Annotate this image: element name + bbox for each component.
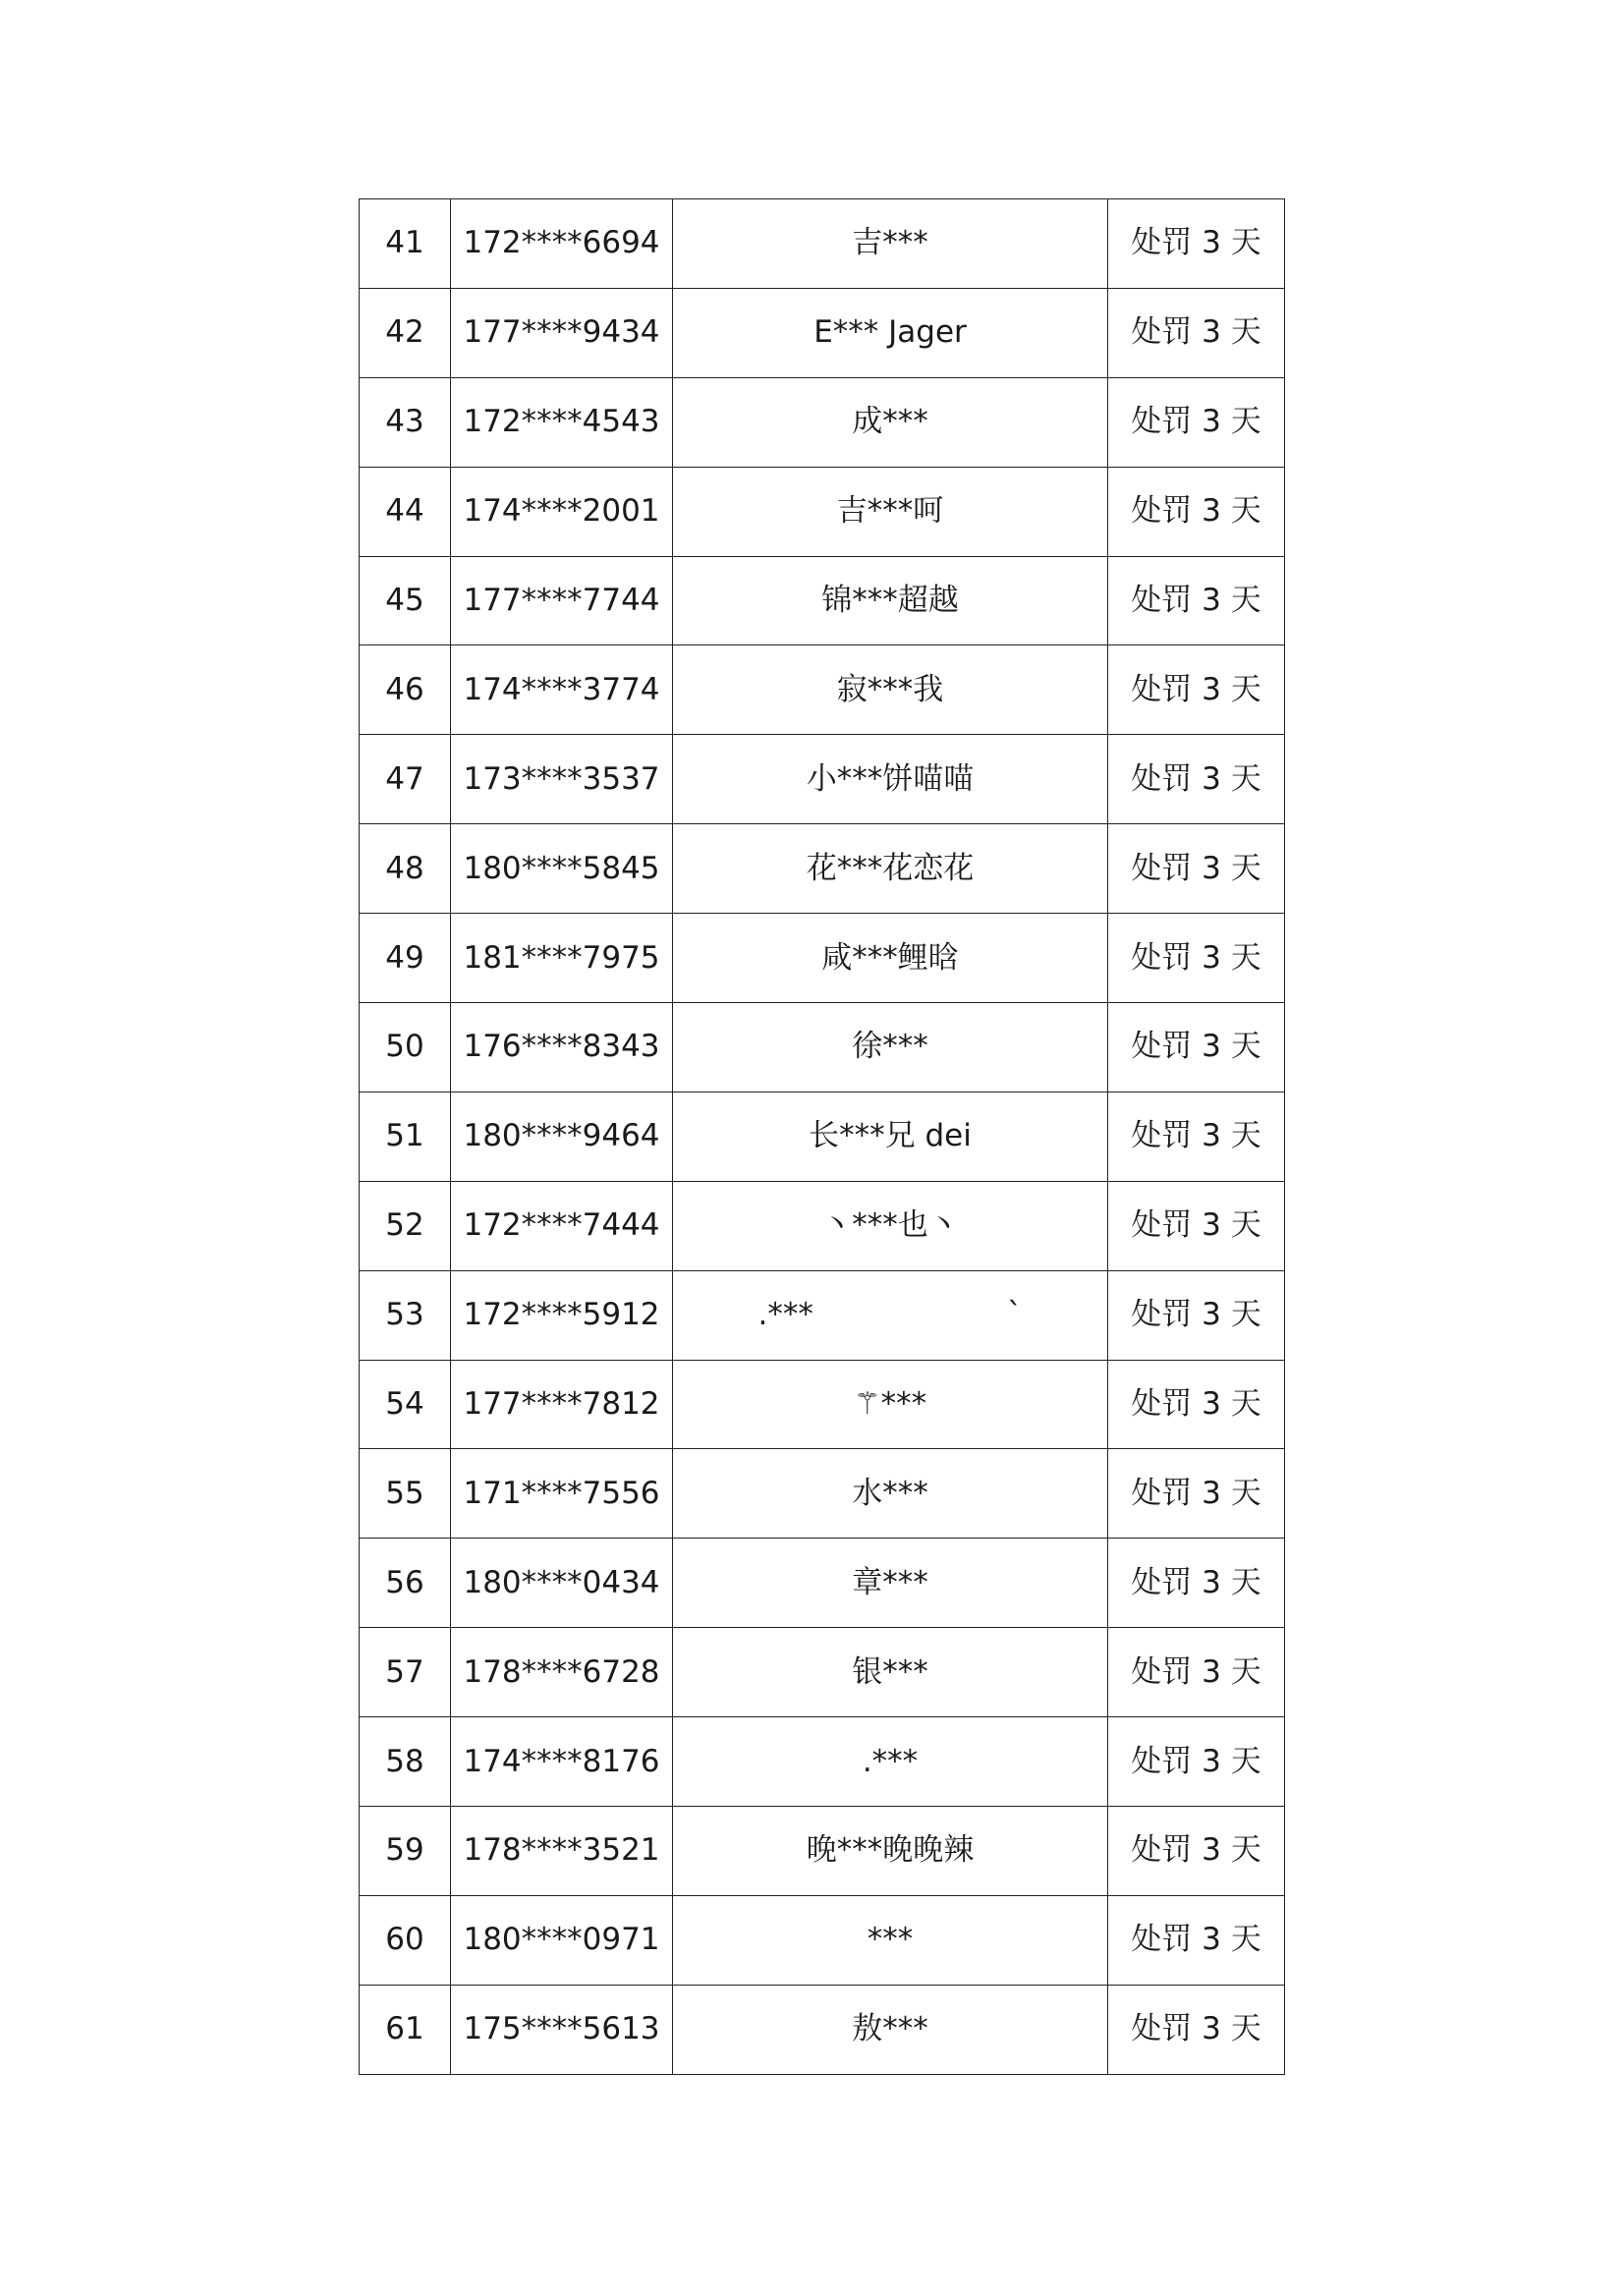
phone-number: 178****6728 xyxy=(451,1628,673,1717)
phone-number: 180****5845 xyxy=(451,824,673,914)
phone-number: 177****7812 xyxy=(451,1360,673,1449)
penalty-text: 处罚 3 天 xyxy=(1108,735,1285,824)
row-index: 49 xyxy=(360,914,451,1003)
user-nickname: 长***兄 dei xyxy=(673,1092,1108,1181)
penalty-text: 处罚 3 天 xyxy=(1108,1895,1285,1985)
row-index: 59 xyxy=(360,1807,451,1896)
phone-number: 176****8343 xyxy=(451,1003,673,1092)
row-index: 53 xyxy=(360,1270,451,1360)
phone-number: 174****8176 xyxy=(451,1717,673,1807)
row-index: 52 xyxy=(360,1181,451,1270)
table-row xyxy=(360,1003,1285,1092)
user-nickname: ⚚*** xyxy=(673,1360,1108,1449)
user-nickname: 徐*** xyxy=(673,1003,1108,1092)
penalty-text: 处罚 3 天 xyxy=(1108,1985,1285,2074)
penalty-text: 处罚 3 天 xyxy=(1108,1539,1285,1628)
user-nickname: *** xyxy=(673,1895,1108,1985)
penalty-text: 处罚 3 天 xyxy=(1108,1181,1285,1270)
table-row xyxy=(360,467,1285,556)
phone-number: 172****4543 xyxy=(451,377,673,467)
table-row xyxy=(360,1449,1285,1539)
phone-number: 177****7744 xyxy=(451,556,673,645)
user-nickname: .*** ` xyxy=(673,1270,1108,1360)
table-row xyxy=(360,1628,1285,1717)
row-index: 55 xyxy=(360,1449,451,1539)
phone-number: 172****6694 xyxy=(451,199,673,289)
phone-number: 173****3537 xyxy=(451,735,673,824)
table-row xyxy=(360,288,1285,377)
penalty-text: 处罚 3 天 xyxy=(1108,1003,1285,1092)
user-nickname: 晚***晚晚辣 xyxy=(673,1807,1108,1896)
phone-number: 174****3774 xyxy=(451,645,673,735)
penalty-text: 处罚 3 天 xyxy=(1108,645,1285,735)
phone-number: 172****5912 xyxy=(451,1270,673,1360)
penalty-text: 处罚 3 天 xyxy=(1108,1628,1285,1717)
penalty-text: 处罚 3 天 xyxy=(1108,1449,1285,1539)
row-index: 48 xyxy=(360,824,451,914)
row-index: 45 xyxy=(360,556,451,645)
table-row xyxy=(360,1717,1285,1807)
penalty-text: 处罚 3 天 xyxy=(1108,1092,1285,1181)
table-row xyxy=(360,377,1285,467)
table-row xyxy=(360,1539,1285,1628)
table-row xyxy=(360,735,1285,824)
table-row xyxy=(360,1985,1285,2074)
penalty-text: 处罚 3 天 xyxy=(1108,199,1285,289)
user-nickname: 水*** xyxy=(673,1449,1108,1539)
phone-number: 172****7444 xyxy=(451,1181,673,1270)
user-nickname: 成*** xyxy=(673,377,1108,467)
phone-number: 180****0434 xyxy=(451,1539,673,1628)
row-index: 47 xyxy=(360,735,451,824)
row-index: 57 xyxy=(360,1628,451,1717)
user-nickname: 吉***呵 xyxy=(673,467,1108,556)
row-index: 41 xyxy=(360,199,451,289)
table-row xyxy=(360,824,1285,914)
row-index: 46 xyxy=(360,645,451,735)
user-nickname: 银*** xyxy=(673,1628,1108,1717)
phone-number: 178****3521 xyxy=(451,1807,673,1896)
penalty-text: 处罚 3 天 xyxy=(1108,1717,1285,1807)
user-nickname: .*** xyxy=(673,1717,1108,1807)
phone-number: 181****7975 xyxy=(451,914,673,1003)
penalty-text: 处罚 3 天 xyxy=(1108,556,1285,645)
table-row xyxy=(360,1181,1285,1270)
row-index: 43 xyxy=(360,377,451,467)
row-index: 51 xyxy=(360,1092,451,1181)
row-index: 61 xyxy=(360,1985,451,2074)
user-nickname: 花***花恋花 xyxy=(673,824,1108,914)
penalty-table xyxy=(359,198,1285,2075)
table-row xyxy=(360,199,1285,289)
table-row xyxy=(360,556,1285,645)
table-row xyxy=(360,645,1285,735)
row-index: 44 xyxy=(360,467,451,556)
row-index: 56 xyxy=(360,1539,451,1628)
phone-number: 174****2001 xyxy=(451,467,673,556)
table-row xyxy=(360,1895,1285,1985)
user-nickname: E*** Jager xyxy=(673,288,1108,377)
table-row xyxy=(360,1807,1285,1896)
row-index: 58 xyxy=(360,1717,451,1807)
phone-number: 180****0971 xyxy=(451,1895,673,1985)
penalty-text: 处罚 3 天 xyxy=(1108,1270,1285,1360)
penalty-text: 处罚 3 天 xyxy=(1108,824,1285,914)
user-nickname: 寂***我 xyxy=(673,645,1108,735)
penalty-text: 处罚 3 天 xyxy=(1108,288,1285,377)
phone-number: 175****5613 xyxy=(451,1985,673,2074)
row-index: 54 xyxy=(360,1360,451,1449)
row-index: 60 xyxy=(360,1895,451,1985)
row-index: 50 xyxy=(360,1003,451,1092)
row-index: 42 xyxy=(360,288,451,377)
user-nickname: 敖*** xyxy=(673,1985,1108,2074)
penalty-text: 处罚 3 天 xyxy=(1108,467,1285,556)
phone-number: 171****7556 xyxy=(451,1449,673,1539)
penalty-text: 处罚 3 天 xyxy=(1108,1360,1285,1449)
penalty-text: 处罚 3 天 xyxy=(1108,1807,1285,1896)
phone-number: 180****9464 xyxy=(451,1092,673,1181)
user-nickname: 章*** xyxy=(673,1539,1108,1628)
phone-number: 177****9434 xyxy=(451,288,673,377)
table-row xyxy=(360,1270,1285,1360)
user-nickname: 丶***也丶 xyxy=(673,1181,1108,1270)
penalty-text: 处罚 3 天 xyxy=(1108,914,1285,1003)
user-nickname: 吉*** xyxy=(673,199,1108,289)
table-row xyxy=(360,1092,1285,1181)
user-nickname: 咸***鲤晗 xyxy=(673,914,1108,1003)
user-nickname: 锦***超越 xyxy=(673,556,1108,645)
table-row xyxy=(360,1360,1285,1449)
table-row xyxy=(360,914,1285,1003)
user-nickname: 小***饼喵喵 xyxy=(673,735,1108,824)
penalty-text: 处罚 3 天 xyxy=(1108,377,1285,467)
